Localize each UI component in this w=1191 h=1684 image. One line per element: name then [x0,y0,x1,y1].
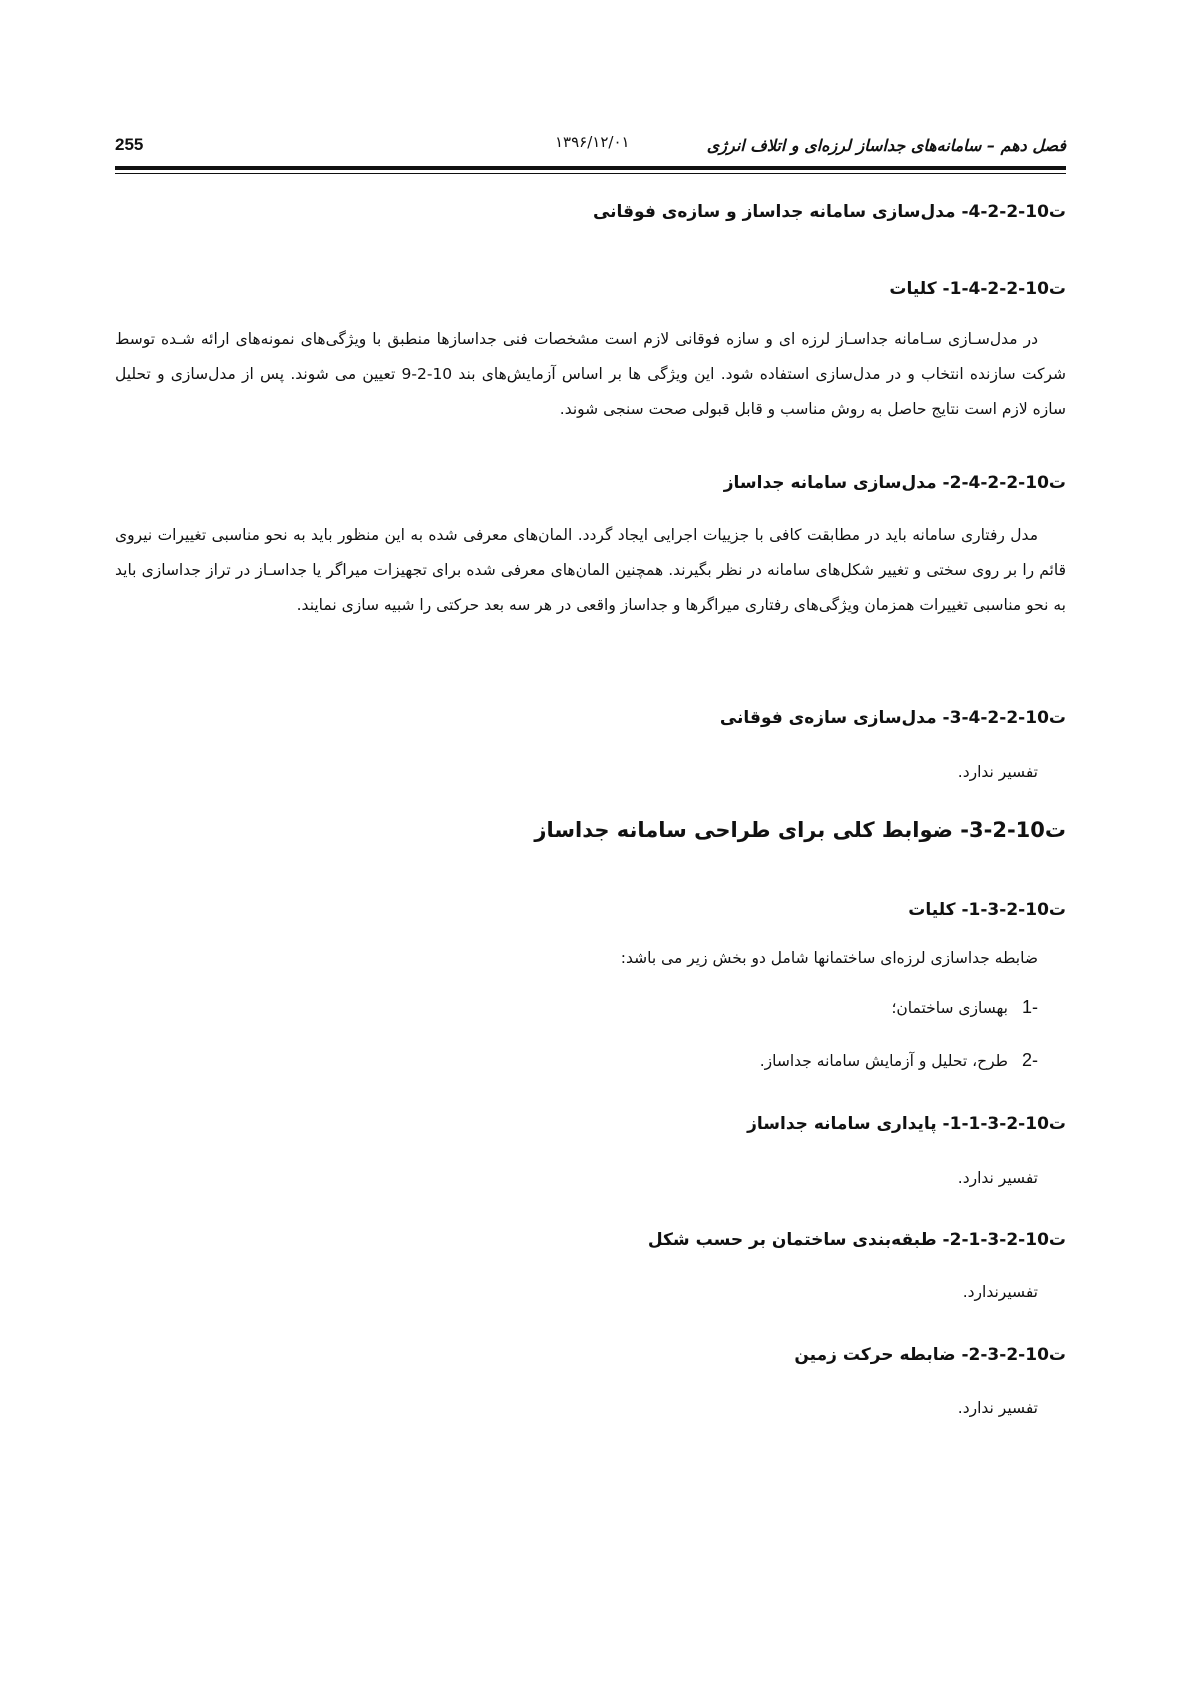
section-heading-3-2-10-1-1: ت10-2-3-1-1- پایداری سامانه جداساز [747,1114,1066,1134]
list-item [891,997,1038,1018]
paragraph-criteria-intro: ضابطه جداسازی لرزه‌ای ساختمانها شامل دو بخش زیر می باشد: [620,949,1038,967]
section-heading-4-2-2-4: ت10-2-2-4- مدل‌سازی سامانه جداساز و سازه‌ی فوقانی [592,202,1066,222]
header-rule [115,166,1066,170]
section-heading-4-2-2-4-2: ت10-2-2-4-2- مدل‌سازی سامانه جداساز [723,473,1066,493]
section-heading-4-2-2-4-3: ت10-2-2-4-3- مدل‌سازی سازه‌ی فوقانی [719,708,1066,728]
page-number: 255 [115,135,144,154]
section-heading-3-2-10: ت10-2-3- ضوابط کلی برای طراحی سامانه جداساز [534,818,1066,842]
section-heading-3-2-10-2: ت10-2-3-2- ضابطه حرکت زمین [794,1345,1066,1365]
list-item-number: -1 [1021,997,1038,1017]
header-date: ۱۳۹۶/۱۲/۰۱ [555,133,630,151]
no-commentary-note: تفسیر ندارد. [957,1169,1038,1187]
paragraph-isolator-modeling: مدل رفتاری سامانه باید در مطابقت کافی با جزییات اجرایی ایجاد گردد. المان‌های معرفی شده به این منظور باید به نحو مناسبی تغییرات نیروی قائم را بر روی سختی و تغییر شکل‌های سامانه در نظر بگیرند. همچنین المان‌های معرفی شده برای تجهیزات میراگر یا جداسـاز در تراز جداسازی باید به نحو مناسبی تغییرات همزمان ویژگی‌های رفتاری میراگرها و جداساز واقعی در هر سه بعد حرکتی را شبیه سازی نمایند. [115,526,1066,614]
chapter-title: فصل دهم – سامانه‌های جداساز لرزه‌ای و اتلاف انرژی [706,136,1066,155]
header-rule-thin [115,173,1066,174]
list-item-text: طرح، تحلیل و آزمایش سامانه جداساز. [759,1052,1008,1070]
section-heading-3-2-10-1: ت10-2-3-1- کلیات [908,900,1066,920]
no-commentary-note: تفسیرندارد. [962,1283,1038,1301]
paragraph-generalities: در مدل‌سـازی سـامانه جداسـاز لرزه ای و سازه فوقانی لازم است مشخصات فنی جداسازها منطبق با ویژگی‌های نمونه‌های ارائه شـده توسط شرکت سازنده انتخاب و در مدل‌سازی استفاده شود. این ویژگی ها بر اساس آزمایش‌های بند 10-2-9 تعیین می شوند. پس از مدل‌سازی و تحلیل سازه لازم است نتایج حاصل به روش مناسب و قابل قبولی صحت سنجی شوند. [115,330,1066,418]
section-heading-3-2-10-1-2: ت10-2-3-1-2- طبقه‌بندی ساختمان بر حسب شکل [647,1230,1066,1250]
list-item [760,1050,1038,1071]
no-commentary-note: تفسیر ندارد. [957,1399,1038,1417]
no-commentary-note: تفسیر ندارد. [957,763,1038,781]
section-heading-4-2-2-4-1: ت10-2-2-4-1- کلیات [889,279,1066,299]
list-item-number: -2 [1021,1050,1038,1070]
page-header [115,125,1066,165]
list-item-text: بهسازی ساختمان؛ [891,999,1008,1017]
